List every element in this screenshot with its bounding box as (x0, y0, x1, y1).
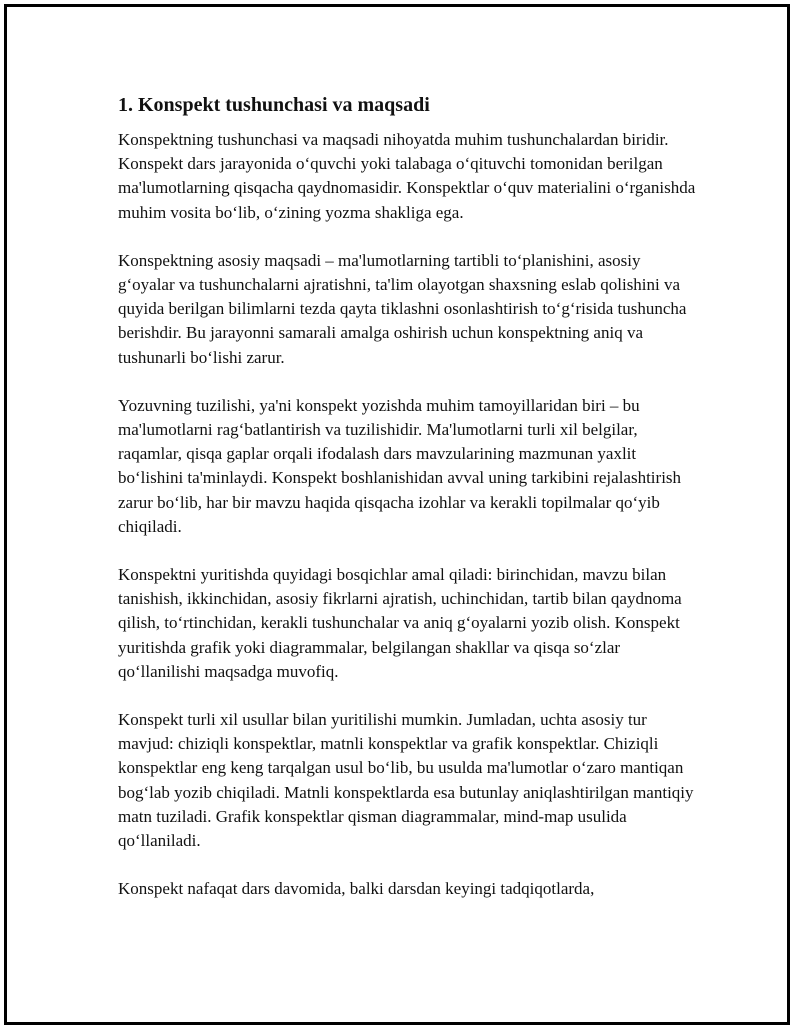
paragraph-2: Konspektning asosiy maqsadi – ma'lumotlarning tartibli to‘planishini, asosiy g‘oyalar va tushunchalarni ajratishni, ta'lim olayotgan shaxsning eslab qolishini va quyida berilgan bilimlarni tezda qayta tiklashni osonlashtirish to‘g‘risida tushuncha berishdir. Bu jarayonni samarali amalga oshirish uchun konspektning aniq va tushunarli bo‘lishi zarur. (118, 250, 687, 367)
paragraph-1: Konspektning tushunchasi va maqsadi nihoyatda muhim tushunchalardan biridir. Konspekt dars jarayonida o‘quvchi yoki talabaga o‘qituvchi tomonidan berilgan ma'lumotlarning qisqacha qaydnomasidir. Konspektlar o‘quv materialini o‘rganishda muhim vosita bo‘lib, o‘zining yozma shakliga ega. (118, 130, 696, 222)
paragraph-6: Konspekt nafaqat dars davomida, balki darsdan keyingi tadqiqotlarda, (118, 879, 595, 899)
paragraph-3: Yozuvning tuzilishi, ya'ni konspekt yozishda muhim tamoyillaridan biri – bu ma'lumotlarni rag‘batlantirish va tuzilishidir. Ma'lumotlarni turli xil belgilar, raqamlar, qisqa gaplar orqali ifodalash dars mavzularining mazmunan yaxlit bo‘lishini ta'minlaydi. Konspekt boshlanishidan avval uning tarkibini rejalashtirish zarur bo‘lib, har bir mavzu haqida qisqacha izohlar va kerakli topilmalar qo‘yib chiqiladi. (118, 395, 682, 536)
paragraph-4: Konspektni yuritishda quyidagi bosqichlar amal qiladi: birinchidan, mavzu bilan tanishish, ikkinchidan, asosiy fikrlarni ajratish, uchinchidan, tartib bilan qaydnoma qilish, to‘rtinchidan, kerakli tushunchalar va aniq g‘oyalarni yozib olish. Konspekt yuritishda grafik yoki diagrammalar, belgilangan shakllar va qisqa so‘zlar qo‘llanilishi maqsadga muvofiq. (118, 565, 682, 681)
document-body (118, 92, 698, 925)
paragraph-5: Konspekt turli xil usullar bilan yuritilishi mumkin. Jumladan, uchta asosiy tur mavjud: chiziqli konspektlar, matnli konspektlar va grafik konspektlar. Chiziqli konspektlar eng keng tarqalgan usul bo‘lib, bu usulda ma'lumotlar o‘zaro mantiqan bog‘lab yozib chiqiladi. Matnli konspektlarda esa butunlay aniqlashtirilgan mantiqiy matn tuziladi. Grafik konspektlar qisman diagrammalar, mind-map usulida qo‘llaniladi. (118, 710, 694, 851)
section-heading: 1. Konspekt tushunchasi va maqsadi (118, 94, 430, 116)
